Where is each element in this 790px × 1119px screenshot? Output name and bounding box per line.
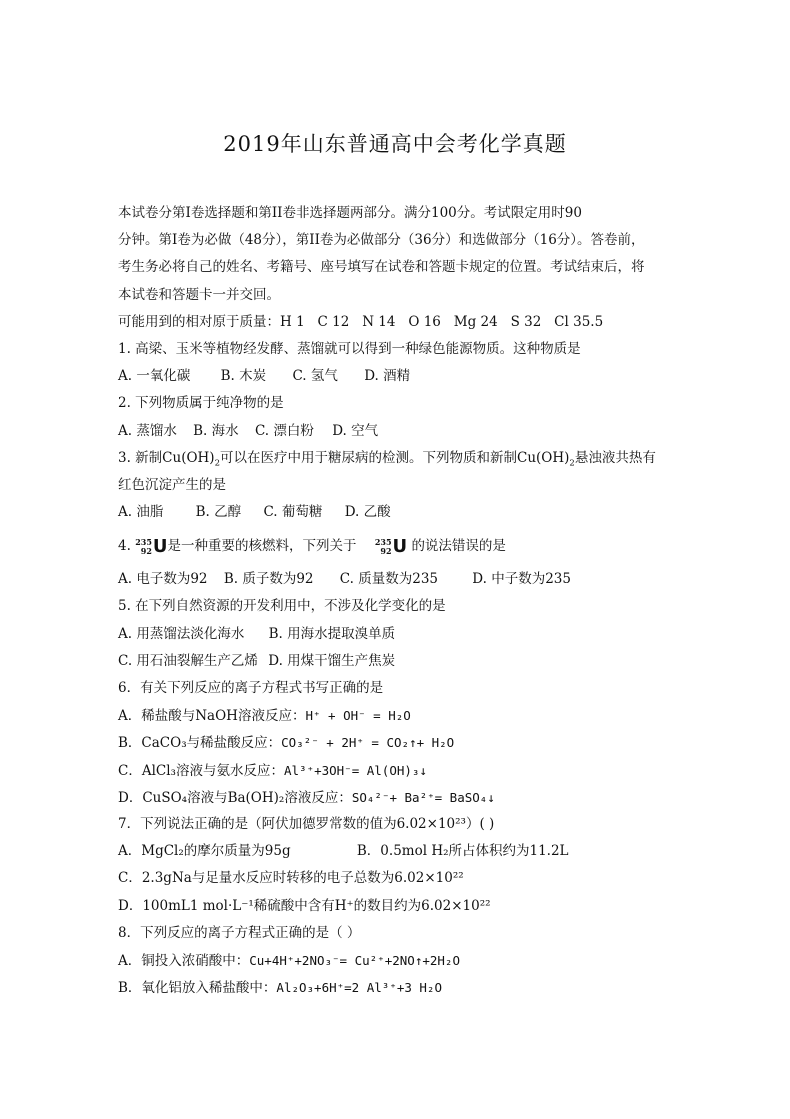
q4-option-c: C. 质量数为235 bbox=[339, 571, 438, 588]
uranium-nuclide-symbol: 235 92 U bbox=[135, 535, 168, 557]
q2-options bbox=[118, 418, 678, 445]
q4-option-b: B. 质子数为92 bbox=[223, 571, 314, 588]
q2-stem: 2. 下列物质属于纯净物的是 bbox=[118, 395, 284, 412]
q6-option-d: D．CuSO₄溶液与Ba(OH)₂溶液反应：SO₄²⁻+ Ba²⁺= BaSO₄↓ bbox=[118, 789, 495, 806]
q7-options-ab bbox=[118, 838, 678, 865]
q3-option-d: D. 乙酸 bbox=[344, 504, 391, 521]
q8-option-a: A．铜投入浓硝酸中：Cu+4H⁺+2NO₃⁻= Cu²⁺+2NO↑+2H₂O bbox=[118, 952, 460, 969]
q3-stem: 3. 新制$Cu(OH)_2$可以在医疗中用于糖尿病的检测。下列物质和新制$Cu(OH)_2$悬浊液共热有 bbox=[118, 449, 656, 469]
q6-option-c: C．AlCl₃溶液与氨水反应：Al³⁺+3OH⁻= Al(OH)₃↓ bbox=[118, 762, 427, 779]
page-title: 2019年山东普通高中会考化学真题 bbox=[223, 132, 567, 156]
q1-stem: 1. 高梁、玉米等植物经发酵、蒸馏就可以得到一种绿色能源物质。这种物质是 bbox=[118, 340, 581, 357]
q5-option-b: B. 用海水提取溴单质 bbox=[268, 625, 396, 642]
q4-option-a: A. 电子数为92 bbox=[118, 571, 208, 588]
q8-stem: 8．下列反应的离子方程式正确的是（ ） bbox=[118, 924, 361, 941]
q5-options-ab bbox=[118, 621, 678, 648]
q5-option-a: A. 用蒸馏法淡化海水 bbox=[118, 625, 245, 642]
intro-line-3: 考生务必将自己的姓名、考籍号、座号填写在试卷和答题卡规定的位置。考试结束后，将 bbox=[118, 259, 645, 276]
q3-option-a: A. 油脂 bbox=[118, 504, 164, 521]
q1-option-c: C. 氢气 bbox=[292, 368, 338, 385]
q7-option-a: A．MgCl₂的摩尔质量为95g bbox=[118, 843, 291, 860]
q6-option-b: B．CaCO₃与稀盐酸反应：CO₃²⁻ + 2H⁺ = CO₂↑+ H₂O bbox=[118, 735, 455, 752]
q3-option-b: B. 乙醇 bbox=[195, 504, 242, 521]
q6-option-a: A．稀盐酸与NaOH溶液反应：H⁺ + OH⁻ = H₂O bbox=[118, 708, 411, 725]
q3-options bbox=[118, 499, 678, 526]
q1-option-d: D. 酒精 bbox=[364, 368, 411, 385]
q2-option-b: B. 海水 bbox=[193, 422, 239, 439]
q7-stem: 7．下列说法正确的是（阿伏加德罗常数的值为6.02×10²³）( ) bbox=[118, 815, 495, 832]
q3-stem-continued: 红色沉淀产生的是 bbox=[118, 476, 226, 493]
q4-options bbox=[118, 566, 678, 593]
q5-stem: 5. 在下列自然资源的开发利用中，不涉及化学变化的是 bbox=[118, 598, 446, 615]
uranium-nuclide-symbol-2: 235 92 U bbox=[374, 535, 408, 557]
q2-option-d: D. 空气 bbox=[332, 422, 379, 439]
q1-option-b: B. 木炭 bbox=[220, 368, 267, 385]
intro-line-2: 分钟。第I卷为必做（48分），第II卷为必做部分（36分）和选做部分（16分）。答卷前， bbox=[118, 232, 645, 249]
q7-option-c: C．2.3gNa与足量水反应时转移的电子总数为6.02×10²² bbox=[118, 870, 464, 887]
q4-stem: 4. 235 92 U 是一种重要的核燃料，下列关于 235 92 U 的说法错误的是 bbox=[118, 526, 678, 566]
atomic-masses: 可能用到的相对原于质量：H 1 C 12 N 14 O 16 Mg 24 S 32 Cl 35.5 bbox=[118, 313, 604, 330]
q5-options-cd bbox=[118, 648, 678, 675]
q2-option-c: C. 漂白粉 bbox=[254, 422, 314, 439]
q4-option-d: D. 中子数为235 bbox=[472, 571, 571, 588]
q7-option-d: D．100mL1 mol·L⁻¹稀硫酸中含有H⁺的数目约为6.02×10²² bbox=[118, 897, 491, 914]
q6-stem: 6．有关下列反应的离子方程式书写正确的是 bbox=[118, 680, 384, 696]
intro-line-4: 本试卷和答题卡一并交回。 bbox=[118, 286, 280, 303]
q5-option-d: D. 用煤干馏生产焦炭 bbox=[268, 652, 396, 669]
q1-options bbox=[118, 363, 678, 390]
q5-option-c: C. 用石油裂解生产乙烯 bbox=[118, 652, 258, 669]
q1-option-a: A. 一氧化碳 bbox=[118, 368, 191, 385]
exam-body bbox=[118, 200, 678, 1001]
q7-option-b: B．0.5mol H₂所占体积约为11.2L bbox=[356, 843, 569, 860]
q3-option-c: C. 葡萄糖 bbox=[263, 504, 323, 521]
q2-option-a: A. 蒸馏水 bbox=[118, 422, 177, 439]
q8-option-b: B．氧化铝放入稀盐酸中：Al₂O₃+6H⁺=2 Al³⁺+3 H₂O bbox=[118, 980, 442, 997]
intro-line-1: 本试卷分第I卷选择题和第II卷非选择题两部分。满分100分。考试限定用时90 bbox=[118, 205, 582, 221]
